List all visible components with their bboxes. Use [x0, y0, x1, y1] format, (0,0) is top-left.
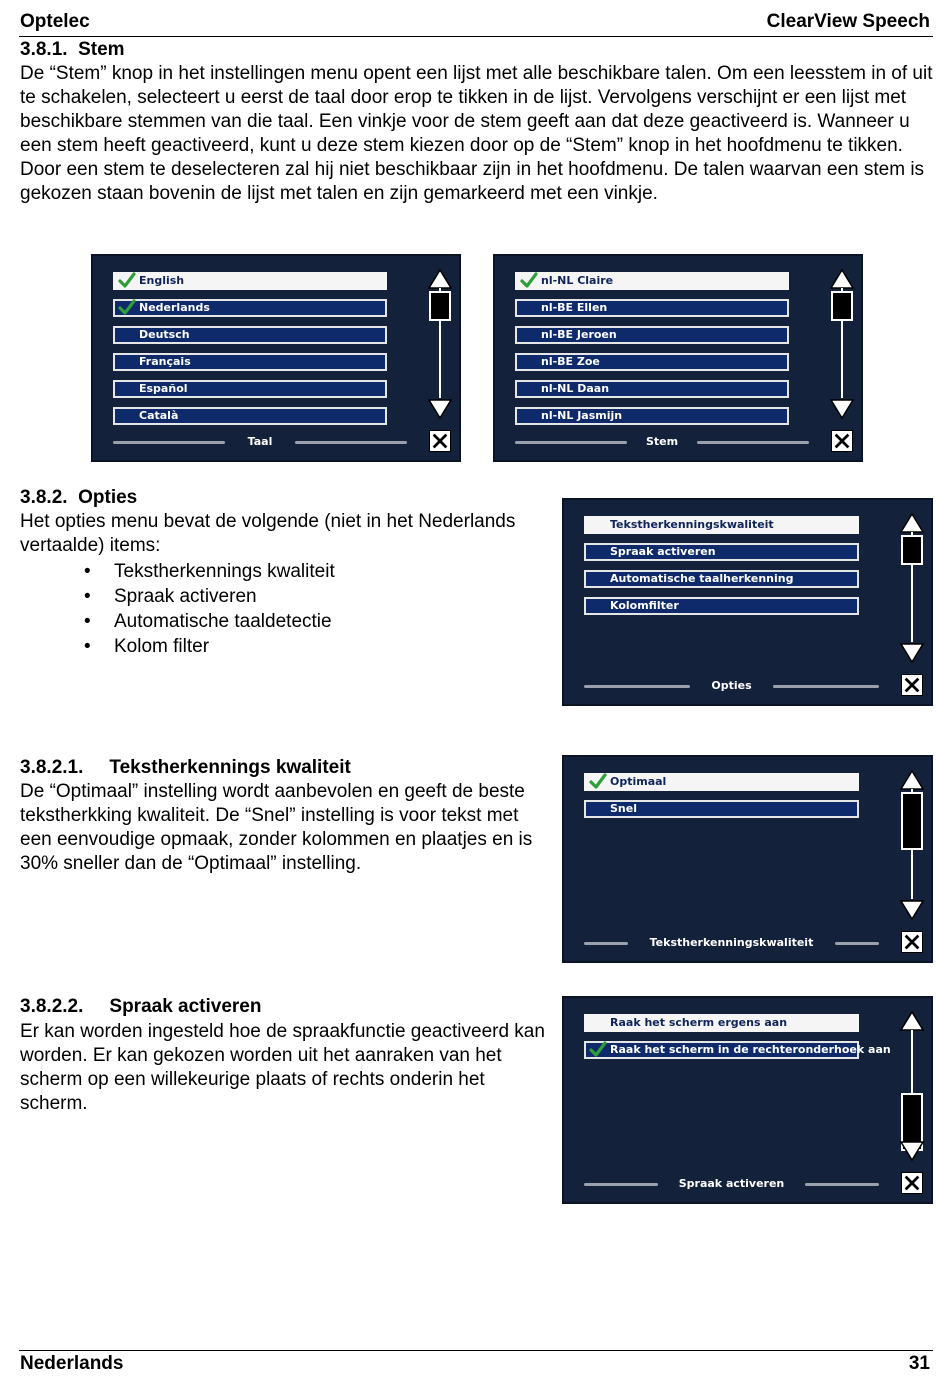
section-number: 3.8.1.: [20, 39, 68, 60]
close-button[interactable]: [831, 430, 853, 452]
close-icon: [832, 431, 852, 455]
menu-item[interactable]: [113, 407, 387, 425]
menu-item-label: Snel: [610, 802, 637, 815]
menu-item-label: Optimaal: [610, 775, 667, 788]
menu-item[interactable]: [584, 773, 859, 791]
close-button[interactable]: [901, 674, 923, 696]
menu-item[interactable]: [584, 597, 859, 615]
close-button[interactable]: [901, 1172, 923, 1194]
bullet-item: • Automatische taaldetectie: [20, 609, 540, 634]
menu-item[interactable]: [584, 800, 859, 818]
checkmark-icon: [589, 1041, 607, 1057]
menu-item[interactable]: [515, 380, 789, 398]
screen-tekstherkenningskwaliteit: [562, 755, 933, 963]
menu-item-label: Raak het scherm in de rechteronderhoek aan: [610, 1043, 891, 1056]
menu-item-label: Kolomfilter: [610, 599, 679, 612]
menu-item[interactable]: [584, 543, 859, 561]
menu-item-label: Tekstherkenningskwaliteit: [610, 518, 774, 531]
scrollbar[interactable]: [899, 1010, 925, 1166]
footer-bar-left: [515, 441, 627, 444]
section-number: 3.8.2.2.: [20, 996, 84, 1017]
section-title: Stem: [78, 39, 125, 60]
scrollbar[interactable]: [899, 769, 925, 925]
menu-item-label: nl-NL Claire: [541, 274, 614, 287]
section-heading-kwaliteit: [20, 757, 351, 779]
menu-item[interactable]: [113, 326, 387, 344]
section-number: 3.8.2.: [20, 487, 68, 508]
screen-spraak-activeren: [562, 996, 933, 1204]
menu-item-label: Español: [139, 382, 188, 395]
section-title: Opties: [78, 487, 138, 508]
footer-bar-right: [773, 685, 879, 688]
menu-item[interactable]: [584, 570, 859, 588]
menu-item[interactable]: [113, 272, 387, 290]
bullet-item: • Kolom filter: [20, 634, 540, 659]
menu-item-label: Raak het scherm ergens aan: [610, 1016, 788, 1029]
bullet-item: • Tekstherkennings kwaliteit: [20, 559, 540, 584]
section-title: Spraak activeren: [109, 996, 262, 1017]
header-right: ClearView Speech: [766, 11, 930, 32]
checkmark-icon: [118, 272, 136, 288]
menu-item[interactable]: [584, 1041, 891, 1059]
scrollbar[interactable]: [899, 512, 925, 668]
footer-right: 31: [908, 1353, 930, 1374]
checkmark-icon: [520, 272, 538, 288]
menu-item[interactable]: [515, 407, 789, 425]
header-rule: [19, 36, 933, 37]
menu-item-label: Spraak activeren: [610, 545, 716, 558]
menu-item[interactable]: [584, 1014, 859, 1032]
menu-item[interactable]: [515, 326, 789, 344]
footer-bar-right: [295, 441, 407, 444]
section-paragraph-kwaliteit: De “Optimaal” instelling wordt aanbevolen en geeft de beste tekstherkking kwaliteit. De “Snel” instelling is voor tekst met een eenvoudige opmaak, zonder kolommen en plaatjes en is 30% sneller dan de “Optimaal” instelling.: [20, 781, 533, 874]
screen-title: Stem: [645, 435, 679, 448]
menu-item-label: Automatische taalherkenning: [610, 572, 794, 585]
menu-item-label: nl-NL Daan: [541, 382, 610, 395]
footer-bar-right: [697, 441, 809, 444]
menu-item-label: English: [139, 274, 185, 287]
screen-taal: [91, 254, 461, 462]
section-paragraph-spraak: Er kan worden ingesteld hoe de spraakfunctie geactiveerd kan worden. Er kan gekozen worden uit het aanraken van het scherm op een willekeurige plaats of rechts onderin het scherm.: [20, 1021, 545, 1114]
menu-item[interactable]: [515, 299, 789, 317]
screen-title: Opties: [711, 679, 752, 692]
menu-item-label: nl-BE Ellen: [541, 301, 608, 314]
menu-item[interactable]: [515, 353, 789, 371]
scrollbar[interactable]: [427, 268, 453, 424]
menu-item-label: Français: [139, 355, 191, 368]
section-heading-spraak: [20, 996, 261, 1018]
close-button[interactable]: [429, 430, 451, 452]
section-heading-stem: [20, 39, 125, 61]
menu-item-label: Català: [139, 409, 179, 422]
menu-item-label: Nederlands: [139, 301, 210, 314]
close-icon: [902, 1173, 922, 1197]
menu-item-label: nl-BE Zoe: [541, 355, 600, 368]
menu-item[interactable]: [584, 516, 859, 534]
footer-rule: [19, 1350, 933, 1351]
close-icon: [430, 431, 450, 455]
footer-left: Nederlands: [20, 1353, 124, 1374]
screen-stem: [493, 254, 863, 462]
footer-bar-left: [584, 1183, 658, 1186]
menu-item[interactable]: [515, 272, 789, 290]
section-heading-opties: [20, 487, 137, 509]
footer-bar-left: [584, 685, 690, 688]
screen-opties: [562, 498, 933, 706]
section-paragraph-stem: De “Stem” knop in het instellingen menu opent een lijst met alle beschikbare talen. Om een leesstem in of uit te schakelen, selecteert u eerst de taal door erop te tikken in de lijst. Vervolgens verschijnt er een lijst met beschikbare stemmen van die taal. Een vinkje voor de stem geeft aan dat deze geactiveerd is. Wanneer u een stem heeft geactiveerd, kunt u deze stem kiezen door op de “Stem” knop in het hoofdmenu te tikken. Door een stem te deselecteren zal hij niet beschikbaar zijn in het hoofdmenu. De talen waarvan een stem is gekozen staan bovenin de lijst met talen en zijn gemarkeerd met een vinkje.: [20, 63, 933, 204]
options-bullet-list: [20, 559, 540, 659]
menu-item-label: Deutsch: [139, 328, 190, 341]
menu-item-label: nl-NL Jasmijn: [541, 409, 623, 422]
footer-bar-right: [835, 942, 879, 945]
header-left: Optelec: [20, 11, 90, 32]
screen-title: Tekstherkenningskwaliteit: [649, 936, 814, 949]
close-icon: [902, 932, 922, 956]
footer-bar-right: [805, 1183, 879, 1186]
menu-item[interactable]: [113, 380, 387, 398]
menu-item[interactable]: [113, 353, 387, 371]
scrollbar[interactable]: [829, 268, 855, 424]
menu-item-label: nl-BE Jeroen: [541, 328, 617, 341]
footer-bar-left: [584, 942, 628, 945]
section-number: 3.8.2.1.: [20, 757, 84, 778]
bullet-item: • Spraak activeren: [20, 584, 540, 609]
section-intro-opties: Het opties menu bevat de volgende (niet in het Nederlands vertaalde) items:: [20, 511, 516, 556]
checkmark-icon: [589, 773, 607, 789]
close-icon: [902, 675, 922, 699]
checkmark-icon: [118, 299, 136, 315]
close-button[interactable]: [901, 931, 923, 953]
menu-item[interactable]: [113, 299, 387, 317]
section-title: Tekstherkennings kwaliteit: [109, 757, 351, 778]
screen-title: Spraak activeren: [678, 1177, 785, 1190]
screen-title: Taal: [247, 435, 273, 448]
footer-bar-left: [113, 441, 225, 444]
